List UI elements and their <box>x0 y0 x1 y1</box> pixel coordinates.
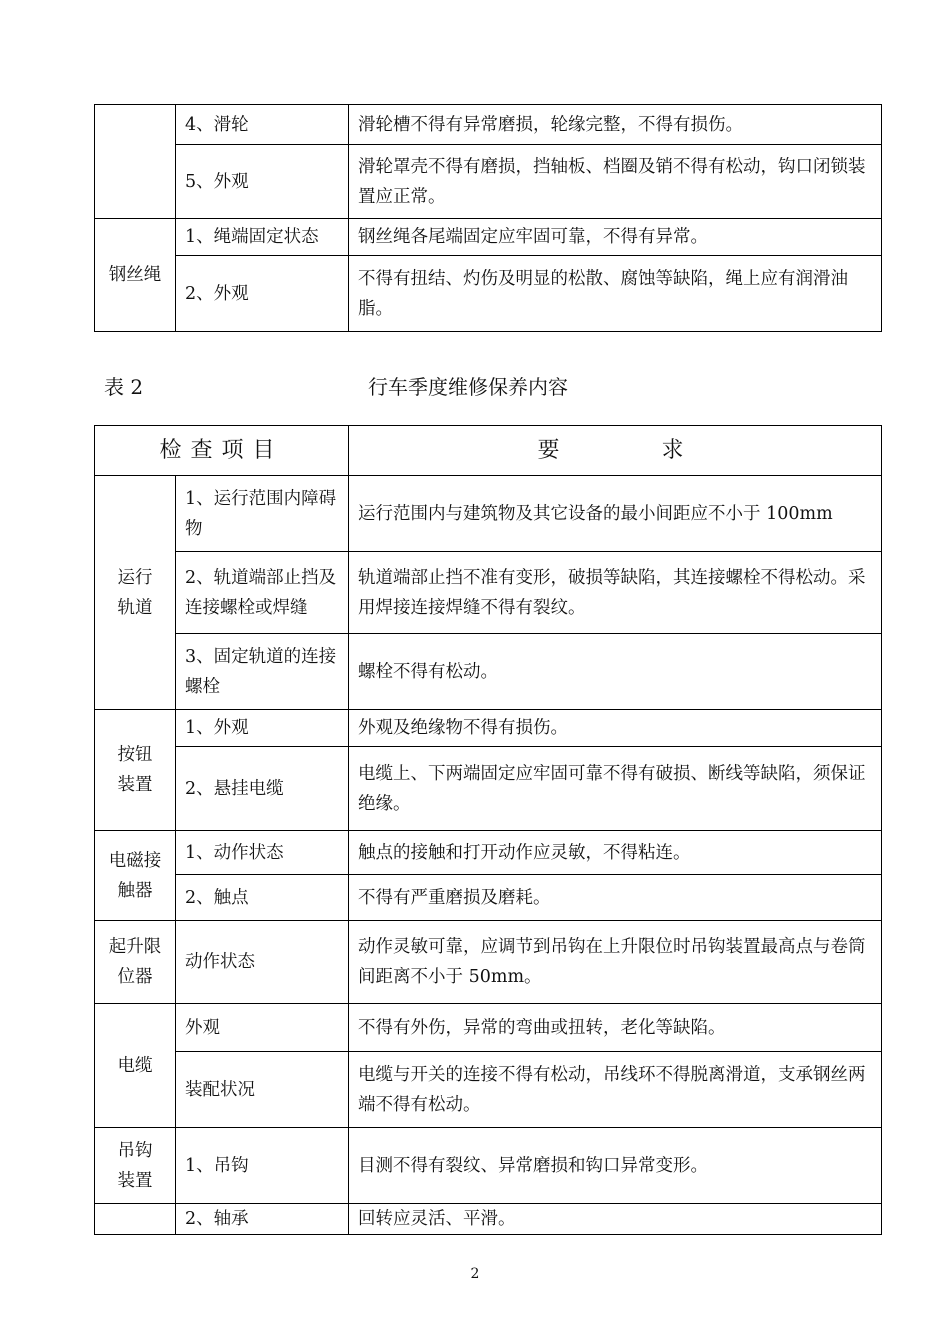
item-cell: 1、运行范围内障碍物 <box>176 476 349 552</box>
requirement-cell: 回转应灵活、平滑。 <box>349 1204 882 1235</box>
table-row <box>95 256 882 332</box>
requirement-cell: 运行范围内与建筑物及其它设备的最小间距应不小于 100mm <box>349 476 882 552</box>
table-row <box>95 831 882 875</box>
requirement-cell: 滑轮槽不得有异常磨损，轮缘完整，不得有损伤。 <box>349 105 882 145</box>
category-cell: 运行 轨道 <box>95 476 176 710</box>
requirement-cell: 不得有严重磨损及磨耗。 <box>349 875 882 921</box>
category-cell: 吊钩 装置 <box>95 1128 176 1204</box>
table-row <box>95 875 882 921</box>
requirement-cell: 电缆与开关的连接不得有松动，吊线环不得脱离滑道，支承钢丝两端不得有松动。 <box>349 1052 882 1128</box>
item-cell: 2、外观 <box>176 256 349 332</box>
item-cell: 1、吊钩 <box>176 1128 349 1204</box>
item-cell: 动作状态 <box>176 921 349 1004</box>
item-cell: 2、悬挂电缆 <box>176 747 349 831</box>
requirement-cell: 外观及绝缘物不得有损伤。 <box>349 710 882 747</box>
table-row <box>95 105 882 145</box>
category-cell: 钢丝绳 <box>95 219 176 332</box>
item-cell: 外观 <box>176 1004 349 1052</box>
table-caption-title: 行车季度维修保养内容 <box>368 375 568 399</box>
table-row <box>95 747 882 831</box>
category-cell <box>95 1204 176 1235</box>
item-cell: 装配状况 <box>176 1052 349 1128</box>
page-number: 2 <box>470 1266 480 1282</box>
table-row <box>95 634 882 710</box>
table-row <box>95 1052 882 1128</box>
requirement-cell: 电缆上、下两端固定应牢固可靠不得有破损、断线等缺陷，须保证绝缘。 <box>349 747 882 831</box>
category-cell: 电磁接 触器 <box>95 831 176 921</box>
table-2-quarterly-maintenance <box>94 425 882 1235</box>
category-cell: 按钮 装置 <box>95 710 176 831</box>
category-cell: 起升限 位器 <box>95 921 176 1004</box>
item-cell: 5、外观 <box>176 145 349 219</box>
table-row <box>95 552 882 634</box>
table-row <box>95 476 882 552</box>
table-row <box>95 1128 882 1204</box>
item-cell: 1、动作状态 <box>176 831 349 875</box>
requirement-cell: 目测不得有裂纹、异常磨损和钩口异常变形。 <box>349 1128 882 1204</box>
item-cell: 2、轨道端部止挡及连接螺栓或焊缝 <box>176 552 349 634</box>
header-item: 检查项目 <box>95 426 349 476</box>
requirement-cell: 钢丝绳各尾端固定应牢固可靠，不得有异常。 <box>349 219 882 256</box>
item-cell: 1、绳端固定状态 <box>176 219 349 256</box>
category-cell: 电缆 <box>95 1004 176 1128</box>
table-row <box>95 219 882 256</box>
requirement-cell: 不得有外伤，异常的弯曲或扭转，老化等缺陷。 <box>349 1004 882 1052</box>
table-row <box>95 710 882 747</box>
table-row <box>95 1204 882 1235</box>
requirement-cell: 动作灵敏可靠，应调节到吊钩在上升限位时吊钩装置最高点与卷筒间距离不小于 50mm。 <box>349 921 882 1004</box>
item-cell: 2、触点 <box>176 875 349 921</box>
item-cell: 3、固定轨道的连接螺栓 <box>176 634 349 710</box>
requirement-cell: 滑轮罩壳不得有磨损，挡轴板、档圈及销不得有松动，钩口闭锁装置应正常。 <box>349 145 882 219</box>
requirement-cell: 不得有扭结、灼伤及明显的松散、腐蚀等缺陷，绳上应有润滑油脂。 <box>349 256 882 332</box>
requirement-cell: 触点的接触和打开动作应灵敏，不得粘连。 <box>349 831 882 875</box>
category-cell <box>95 105 176 219</box>
table-row <box>95 145 882 219</box>
table-caption-number: 表 2 <box>104 375 144 399</box>
item-cell: 4、滑轮 <box>176 105 349 145</box>
table-row <box>95 1004 882 1052</box>
header-requirement: 要 求 <box>349 426 882 476</box>
item-cell: 1、外观 <box>176 710 349 747</box>
requirement-cell: 螺栓不得有松动。 <box>349 634 882 710</box>
table-header-row <box>95 426 882 476</box>
table-1-continued <box>94 104 882 332</box>
item-cell: 2、轴承 <box>176 1204 349 1235</box>
table-row <box>95 921 882 1004</box>
requirement-cell: 轨道端部止挡不准有变形，破损等缺陷，其连接螺栓不得松动。采用焊接连接焊缝不得有裂纹。 <box>349 552 882 634</box>
